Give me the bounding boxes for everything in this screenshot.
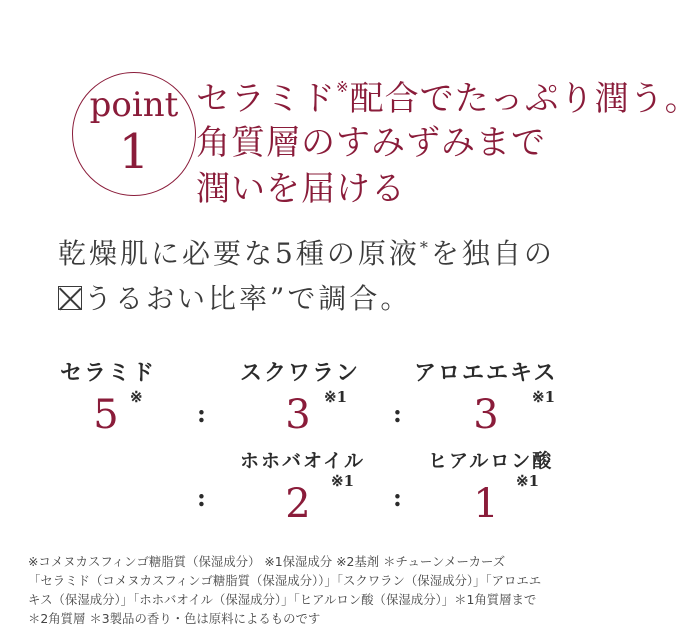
ratio-value-squalane: 3 xyxy=(285,392,311,438)
ratio-mark-hyaluronic: ※1 xyxy=(516,472,540,490)
headline-line-1-rest: 配合でたっぷり潤う。 xyxy=(349,79,700,119)
description-footnote-mark: * xyxy=(419,238,431,257)
description-line-1 xyxy=(58,237,555,270)
headline-line-2: 角質層のすみずみまで xyxy=(196,123,546,163)
ratio-mark-squalane: ※1 xyxy=(324,388,348,406)
ingredient-name-jojoba: ホホバオイル xyxy=(240,450,366,472)
headline-ceramide: セラミド xyxy=(196,79,336,119)
ratio-colon: : xyxy=(393,483,402,512)
point-badge-word: point xyxy=(89,85,179,125)
ingredient-name-hyaluronic: ヒアルロン酸 xyxy=(428,450,554,472)
ratio-colon: : xyxy=(393,399,402,428)
ratio-mark-jojoba: ※1 xyxy=(331,472,355,490)
footnote-line-2: 「セラミド（コメヌカスフィンゴ糖脂質（保湿成分））」「スクワラン（保湿成分）」「アロエエ xyxy=(28,573,542,588)
footnote-line-1: ※コメヌカスフィンゴ糖脂質（保湿成分） ※1保湿成分 ※2基剤 ＊チューンメーカーズ xyxy=(28,554,506,569)
point-badge-number: 1 xyxy=(118,124,150,180)
footnote-line-3: キス（保湿成分）」「ホホバオイル（保湿成分）」「ヒアルロン酸（保湿成分）」＊1角質層まで xyxy=(28,592,537,607)
description-line-1-b: を独自の xyxy=(430,237,555,270)
description-line-2 xyxy=(58,282,412,315)
description-line-1-a: 乾燥肌に必要な5種の原液 xyxy=(58,237,420,270)
ratio-value-ceramide: 5 xyxy=(93,392,119,438)
ratio-mark-ceramide: ※ xyxy=(130,388,143,406)
ratio-value-jojoba: 2 xyxy=(285,481,311,527)
crossed-box-icon xyxy=(58,286,82,310)
ingredient-name-aloe: アロエエキス xyxy=(414,360,558,386)
ratio-colon: : xyxy=(197,483,206,512)
ingredient-name-ceramide: セラミド xyxy=(60,360,157,386)
footnote-line-4: ＊2角質層 ＊3製品の香り・色は原料によるものです xyxy=(28,611,321,626)
headline-line-3: 潤いを届ける xyxy=(196,169,406,209)
description-line-2-text: うるおい比率”で調合。 xyxy=(84,282,412,315)
ratio-value-aloe: 3 xyxy=(473,392,499,438)
ratio-value-hyaluronic: 1 xyxy=(473,481,499,527)
ratio-colon: : xyxy=(197,399,206,428)
ingredient-name-squalane: スクワラン xyxy=(240,360,361,386)
headline-line-1 xyxy=(196,78,700,119)
ratio-mark-aloe: ※1 xyxy=(532,388,556,406)
headline-footnote-mark: ※ xyxy=(336,78,350,96)
